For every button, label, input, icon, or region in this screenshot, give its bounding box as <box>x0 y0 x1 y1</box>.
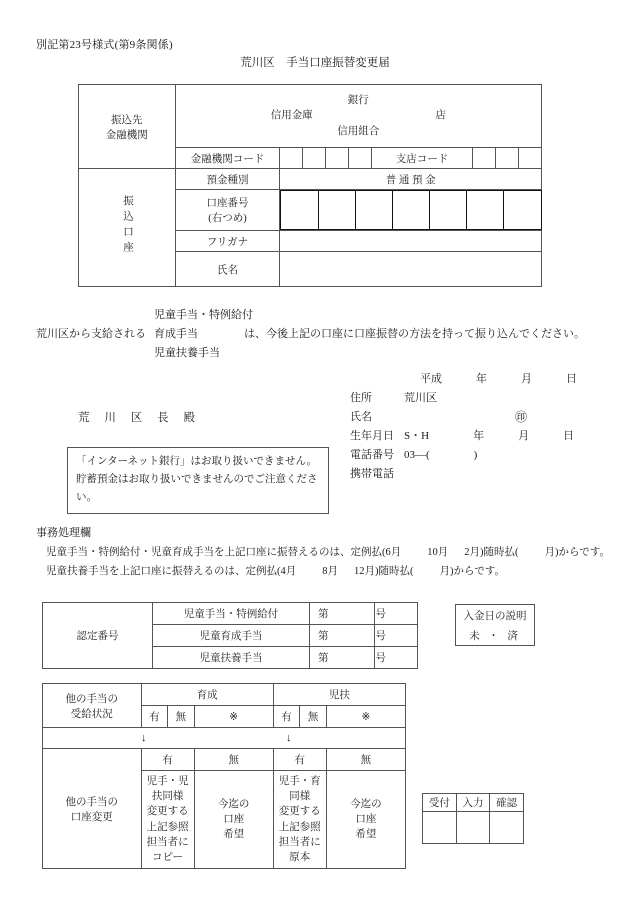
office-line-1 <box>46 543 610 562</box>
allowance-jido-teate: 児童手当・特例給付 <box>154 309 253 321</box>
institution-code-box-2[interactable] <box>303 148 326 169</box>
ikusei-opt-no[interactable]: 無 <box>168 706 195 728</box>
deposit-type-value: 普 通 預 金 <box>280 169 542 190</box>
date-year: 年 <box>476 373 487 385</box>
office-line-1-tail: 月)からです。 <box>544 547 611 558</box>
applicant-name-row[interactable] <box>350 408 574 427</box>
statement-lead: 荒川区から支給される <box>36 328 146 340</box>
form-number: 別記第23号様式(第9条関係) <box>36 39 173 51</box>
table-row <box>79 169 542 190</box>
account-number-label <box>175 190 280 231</box>
branch-code-box-2[interactable] <box>496 148 519 169</box>
stamp-col-header-uketsuke: 受付 <box>423 794 457 812</box>
account-name-label: 氏名 <box>175 252 280 287</box>
table-row <box>456 605 535 626</box>
table-row <box>79 85 542 148</box>
table-row <box>43 749 406 771</box>
detail-ikusei-yes[interactable] <box>141 771 194 869</box>
approval-row-1-go: 号 <box>375 625 418 647</box>
birth-year: 年 <box>473 430 485 442</box>
jifu-opt-note[interactable]: ※ <box>326 706 405 728</box>
furigana-value[interactable] <box>280 231 542 252</box>
branch-word: 店 <box>435 110 446 122</box>
change-label-line1: 他の手当の <box>65 796 119 808</box>
sub-header-ikusei-no[interactable]: 無 <box>194 749 273 771</box>
ikusei-opt-yes[interactable]: 有 <box>141 706 168 728</box>
institution-code-box-3[interactable] <box>326 148 349 169</box>
seal-icon: ㊞ <box>515 410 528 424</box>
branch-code-box-3[interactable] <box>519 148 542 169</box>
table-row <box>456 625 535 646</box>
approval-row-0-name: 児童手当・特例給付 <box>153 603 310 625</box>
account-number-box-4[interactable] <box>392 191 429 230</box>
institution-type-shinkumi: 信用組合 <box>337 125 380 137</box>
table-row <box>423 812 524 844</box>
table-row <box>423 794 524 812</box>
date-month: 月 <box>521 373 532 385</box>
date-era: 平成 <box>420 373 442 385</box>
receipt-stamp-box <box>422 793 524 844</box>
statement-line-3 <box>36 344 596 363</box>
group-header-jifu: 児扶 <box>273 684 405 706</box>
detail-ikusei-no-line2: 口座 <box>223 814 245 826</box>
address-value: 荒川区 <box>404 392 437 404</box>
statement-block <box>36 306 596 363</box>
detail-ikusei-yes-line2: 変更する <box>146 806 189 818</box>
name-label: 氏名 <box>350 411 372 423</box>
payment-box-options[interactable]: 未 ・ 済 <box>456 625 535 646</box>
approval-row-2-go: 号 <box>375 647 418 669</box>
address-label: 住所 <box>350 392 372 404</box>
jifu-opt-yes[interactable]: 有 <box>273 706 300 728</box>
institution-code-box-1[interactable] <box>280 148 303 169</box>
account-number-box-6[interactable] <box>467 191 504 230</box>
sub-header-ikusei-yes[interactable]: 有 <box>141 749 194 771</box>
institution-label-cell <box>79 85 176 169</box>
detail-ikusei-yes-line1: 児手・児扶同様 <box>146 776 189 803</box>
phone-label: 電話番号 <box>350 449 394 461</box>
institution-label-line1: 振込先 <box>111 114 143 126</box>
allowance-ikusei: 育成手当 <box>154 328 198 340</box>
phone-open-paren: ( <box>426 449 430 461</box>
addressee: 荒 川 区 長 殿 <box>78 412 201 424</box>
notice-box <box>67 447 329 514</box>
detail-ikusei-no[interactable] <box>194 771 273 869</box>
office-line-2-month3: 12月)随時払( <box>354 566 414 577</box>
stamp-cell-uketsuke[interactable] <box>423 812 457 844</box>
office-line-2 <box>46 562 610 581</box>
account-number-box-5[interactable] <box>430 191 467 230</box>
table-row <box>43 728 406 749</box>
sub-header-jifu-no[interactable]: 無 <box>326 749 405 771</box>
detail-jifu-no[interactable] <box>326 771 405 869</box>
approval-row-0-dai[interactable]: 第 <box>309 603 374 625</box>
institution-label-line2: 金融機関 <box>105 129 148 141</box>
status-label-line1: 他の手当の <box>65 693 119 705</box>
phone-close-paren: ) <box>473 449 478 461</box>
branch-code-label: 支店コード <box>371 148 473 169</box>
institution-type-bank: 銀行 <box>347 95 369 107</box>
detail-ikusei-no-line1: 今迄の <box>217 798 250 810</box>
account-number-box-1[interactable] <box>281 191 318 230</box>
detail-ikusei-yes-line4: 担当者にコピー <box>146 836 189 864</box>
detail-jifu-no-line1: 今迄の <box>350 798 382 810</box>
birth-era: S・H <box>404 430 430 442</box>
detail-ikusei-no-line3: 希望 <box>223 829 245 841</box>
approval-number-table <box>42 602 418 669</box>
approval-row-1-name: 児童育成手当 <box>153 625 310 647</box>
detail-jifu-yes-line3: 上記参照 <box>278 821 321 833</box>
account-number-boxes-cell <box>280 190 542 231</box>
birth-label: 生年月日 <box>350 430 394 442</box>
date-line[interactable] <box>420 370 577 386</box>
account-number-label-line2: (右つめ) <box>208 213 247 224</box>
applicant-block <box>350 389 574 484</box>
approval-row-0-go: 号 <box>375 603 418 625</box>
sub-header-jifu-yes[interactable]: 有 <box>273 749 326 771</box>
approval-label: 認定番号 <box>43 603 153 669</box>
date-day: 日 <box>566 373 577 385</box>
detail-jifu-yes-line4: 担当者に原本 <box>278 836 321 864</box>
applicant-birth-row[interactable] <box>350 427 574 446</box>
branch-code-box-1[interactable] <box>473 148 496 169</box>
mobile-label: 携帯電話 <box>350 468 394 480</box>
institution-type-shinkin-row <box>176 108 541 123</box>
other-allowance-status-table <box>42 683 406 869</box>
statement-line-1 <box>36 306 596 325</box>
furigana-label: フリガナ <box>175 231 280 252</box>
payment-date-box <box>455 604 535 646</box>
ikusei-opt-note[interactable]: ※ <box>194 706 273 728</box>
institution-code-label: 金融機関コード <box>175 148 280 169</box>
stamp-cell-nyuryoku[interactable] <box>456 812 490 844</box>
office-line-2-month2: 8月 <box>322 566 338 577</box>
office-section-lines <box>46 543 610 581</box>
notice-line-2: 貯蓄預金はお取り扱いできませんのでご注意ください。 <box>76 473 318 503</box>
birth-month: 月 <box>518 430 530 442</box>
table-row <box>43 684 406 706</box>
payment-box-title: 入金日の説明 <box>456 605 535 626</box>
account-number-box-7[interactable] <box>504 191 541 230</box>
jifu-opt-no[interactable]: 無 <box>300 706 327 728</box>
office-line-1-text: 児童手当・特例給付・児童育成手当を上記口座に振替えるのは、 <box>46 547 351 558</box>
institution-name-cell[interactable] <box>175 85 541 148</box>
approval-row-1-dai[interactable]: 第 <box>309 625 374 647</box>
down-arrow-icon-ikusei: ↓ <box>141 732 147 744</box>
detail-jifu-yes-line1: 児手・育 同様 <box>278 776 332 803</box>
approval-row-2-dai[interactable]: 第 <box>309 647 374 669</box>
change-label-line2: 口座変更 <box>70 811 113 823</box>
institution-code-box-4[interactable] <box>348 148 371 169</box>
statement-tail: は、今後上記の口座に口座振替の方法を持って振り込んでください。 <box>244 328 585 340</box>
statement-line-2 <box>36 325 596 344</box>
office-line-1-teirei: 定例払(6月 <box>350 547 402 558</box>
birth-day: 日 <box>563 430 575 442</box>
stamp-col-header-nyuryoku: 入力 <box>456 794 490 812</box>
stamp-cell-kakunin[interactable] <box>490 812 524 844</box>
detail-jifu-yes[interactable] <box>273 771 332 869</box>
group-header-ikusei: 育成 <box>141 684 273 706</box>
office-line-2-text: 児童扶養手当を上記口座に振替えるのは、 <box>46 566 246 577</box>
approval-row-2-name: 児童扶養手当 <box>153 647 310 669</box>
account-number-box-2[interactable] <box>318 191 355 230</box>
phone-prefix: 03— <box>404 449 426 461</box>
stamp-col-header-kakunin: 確認 <box>490 794 524 812</box>
detail-jifu-no-line3: 希望 <box>355 829 377 841</box>
account-label-cell <box>79 169 176 287</box>
applicant-address-row[interactable] <box>350 389 574 408</box>
status-label-cell <box>43 684 142 728</box>
notice-line-1: 「インターネット銀行」はお取り扱いできません。 <box>76 456 318 467</box>
office-line-2-teirei: 定例払(4月 <box>245 566 297 577</box>
table-row <box>281 191 541 230</box>
allowance-jido-fuyo: 児童扶養手当 <box>154 347 220 359</box>
change-label-cell <box>43 749 142 869</box>
detail-jifu-yes-line2: 変更する <box>278 806 321 818</box>
account-number-label-line1: 口座番号 <box>206 198 249 209</box>
institution-type-shinkin: 信用金庫 <box>270 110 313 122</box>
account-number-box-3[interactable] <box>355 191 392 230</box>
office-line-2-tail: 月)からです。 <box>439 566 506 577</box>
account-name-value[interactable] <box>280 252 542 287</box>
bank-account-table <box>78 84 542 287</box>
detail-ikusei-yes-line3: 上記参照 <box>146 821 189 833</box>
page-title: 荒川区 手当口座振替変更届 <box>240 57 390 69</box>
deposit-type-label: 預金種別 <box>175 169 280 190</box>
applicant-phone-row[interactable] <box>350 446 574 465</box>
office-line-1-month3: 2月)随時払( <box>464 547 519 558</box>
status-label-line2: 受給状況 <box>70 708 113 720</box>
down-arrow-icon-jifu: ↓ <box>286 732 292 744</box>
detail-jifu-no-line2: 口座 <box>355 814 377 826</box>
office-section-heading: 事務処理欄 <box>36 527 91 539</box>
account-label: 振込口座 <box>122 195 134 257</box>
arrow-row <box>43 728 406 749</box>
office-line-1-month2: 10月 <box>427 547 449 558</box>
applicant-mobile-row[interactable] <box>350 465 574 484</box>
table-row <box>43 603 418 625</box>
